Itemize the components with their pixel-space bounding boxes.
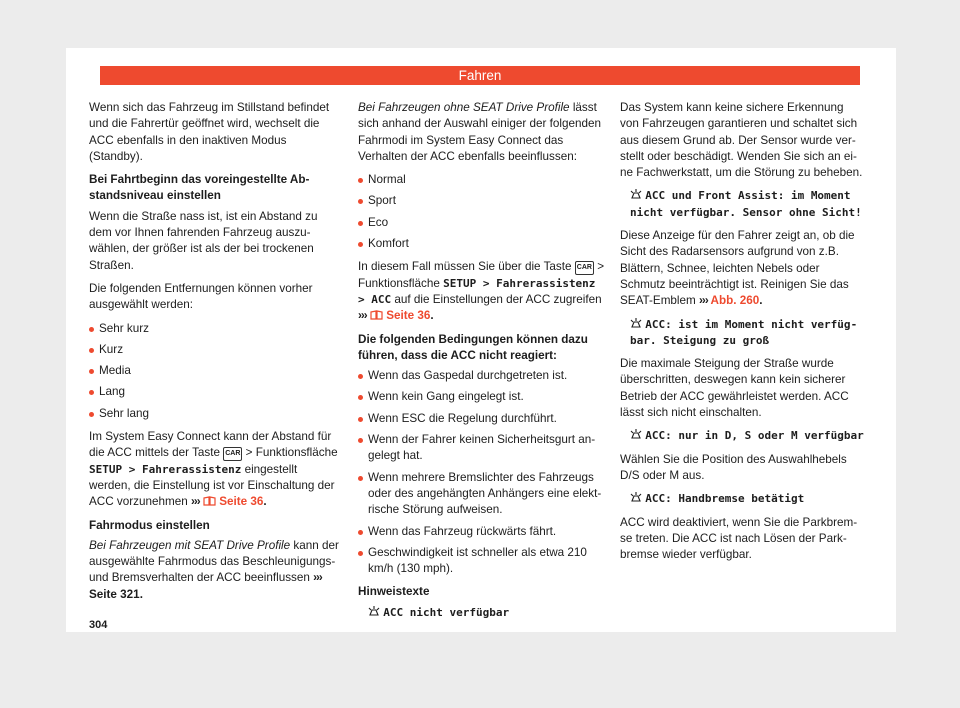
list-item: Eco <box>358 215 608 231</box>
cross-reference-link[interactable]: ››› Seite 36. <box>191 495 267 509</box>
paragraph: Die folgenden Entfernungen können vorher ausgewählt werden: <box>89 281 313 312</box>
column-3 <box>620 100 865 570</box>
list-item: Media <box>89 363 339 379</box>
acc-warning-icon <box>630 318 642 329</box>
list-item: Lang <box>89 384 339 400</box>
cross-reference-link[interactable]: ››› Seite 321. <box>89 571 322 601</box>
paragraph: Wenn die Straße nass ist, ist ein Abstand zu dem vor Ihnen fahrenden Fahrzeug auszuwählen, der größer ist als der bei trockenen Straßen. <box>89 209 318 272</box>
paragraph: Das System kann keine sichere Erkennung von Fahrzeugen garantieren und schaltet sich aus diesem Grund ab. Der Sensor wurde verstellt oder beschädigt. Wenden Sie sich an eine Fachwerkstatt, um die Störung zu beheben. <box>620 101 863 180</box>
list-item: Normal <box>358 172 608 188</box>
list-item: Sport <box>358 193 608 209</box>
acc-warning-icon <box>368 606 380 617</box>
warning-message: ACC und Front Assist: im Moment nicht verfügbar. Sensor ohne Sicht! <box>630 189 862 219</box>
column-2 <box>358 100 608 628</box>
section-header: Fahren <box>100 66 860 85</box>
condition-list <box>358 368 608 577</box>
warning-message: ACC: nur in D, S oder M verfügbar <box>620 428 865 444</box>
subheading: Bei Fahrtbeginn das voreingestellte Abstandsniveau einstellen <box>89 173 310 203</box>
book-icon <box>203 496 216 506</box>
paragraph: Diese Anzeige für den Fahrer zeigt an, ob die Sicht des Radarsensors aufgrund von z.B. Blättern, Schnee, leichten Nebels oder Schmutz beeinträchtigt ist. Reinigen Sie das SEAT-Emblem ››› Abb. 260. <box>620 229 855 308</box>
column-1 <box>89 100 339 610</box>
list-item: Komfort <box>358 236 608 252</box>
menu-path: SETUP > Fahrerassistenz <box>89 462 242 476</box>
warning-message: ACC: Handbremse betätigt <box>620 491 865 507</box>
paragraph: Wählen Sie die Position des Auswahlhebels D/S oder M aus. <box>620 452 847 482</box>
acc-warning-icon <box>630 189 642 200</box>
list-item: Wenn das Gaspedal durchgetreten ist. <box>358 368 608 384</box>
paragraph: Im System Easy Connect kann der Abstand für die ACC mittels der Taste CAR > Funktionsfläche SETUP > Fahrerassistenz eingestellt werden, die Einstellung ist vor Einschaltung der ACC vorzunehmen ››› Seite 36. <box>89 430 338 509</box>
list-item: Wenn das Fahrzeug rückwärts fährt. <box>358 524 608 540</box>
cross-reference-link[interactable]: ››› Seite 36. <box>358 309 434 323</box>
subheading: Hinweistexte <box>358 585 430 599</box>
list-item: Wenn der Fahrer keinen Sicherheitsgurt angelegt hat. <box>358 432 608 465</box>
paragraph: Wenn sich das Fahrzeug im Stillstand befindet und die Fahrertür geöffnet wird, wechselt die ACC ebenfalls in den inaktiven Modus (Standby). <box>89 101 330 163</box>
car-key-icon: CAR <box>575 261 594 275</box>
car-key-icon: CAR <box>223 447 242 461</box>
cross-reference-link[interactable]: ››› Abb. 260. <box>699 294 763 308</box>
list-item: Kurz <box>89 342 339 358</box>
menu-path: SETUP > Fahrerassistenz > ACC <box>358 276 596 306</box>
subheading: Die folgenden Bedingungen können dazu führen, dass die ACC nicht reagiert: <box>358 332 588 362</box>
page-number: 304 <box>89 619 108 631</box>
paragraph: In diesem Fall müssen Sie über die Taste CAR > Funktionsfläche SETUP > Fahrerassistenz > ACC auf die Einstellungen der ACC zugreifen ››› Seite 36. <box>358 260 605 323</box>
paragraph: Die maximale Steigung der Straße wurde überschritten, deswegen kann kein sicherer Betrieb der ACC gewährleistet werden. ACC lässt sich nicht einschalten. <box>620 357 849 420</box>
list-item: Wenn kein Gang eingelegt ist. <box>358 389 608 405</box>
drive-mode-list <box>358 172 608 252</box>
warning-message: ACC nicht verfügbar <box>358 605 608 621</box>
subheading: Fahrmodus einstellen <box>89 518 210 532</box>
paragraph: Bei Fahrzeugen ohne SEAT Drive Profile lässt sich anhand der Auswahl einiger der folgenden Fahrmodi im System Easy Connect das Verhalten der ACC ebenfalls beeinflussen: <box>358 101 602 163</box>
list-item: Wenn ESC die Regelung durchführt. <box>358 411 608 427</box>
book-icon <box>370 310 383 320</box>
acc-warning-icon <box>630 492 642 503</box>
acc-warning-icon <box>630 429 642 440</box>
distance-list <box>89 321 339 422</box>
list-item: Sehr kurz <box>89 321 339 337</box>
list-item: Wenn mehrere Bremslichter des Fahrzeugs oder des angehängten Anhängers eine elektrische Störung aufweisen. <box>358 470 608 519</box>
paragraph: ACC wird deaktiviert, wenn Sie die Parkbremse treten. Die ACC ist nach Lösen der Parkbremse wieder verfügbar. <box>620 515 858 562</box>
list-item: Sehr lang <box>89 406 339 422</box>
warning-message: ACC: ist im Moment nicht verfügbar. Steigung zu groß <box>630 317 858 347</box>
paragraph: Bei Fahrzeugen mit SEAT Drive Profile kann der ausgewählte Fahrmodus das Beschleunigungs- und Bremsverhalten der ACC beeinflussen ››› Seite 321. <box>89 538 339 601</box>
list-item: Geschwindigkeit ist schneller als etwa 210 km/h (130 mph). <box>358 545 608 578</box>
